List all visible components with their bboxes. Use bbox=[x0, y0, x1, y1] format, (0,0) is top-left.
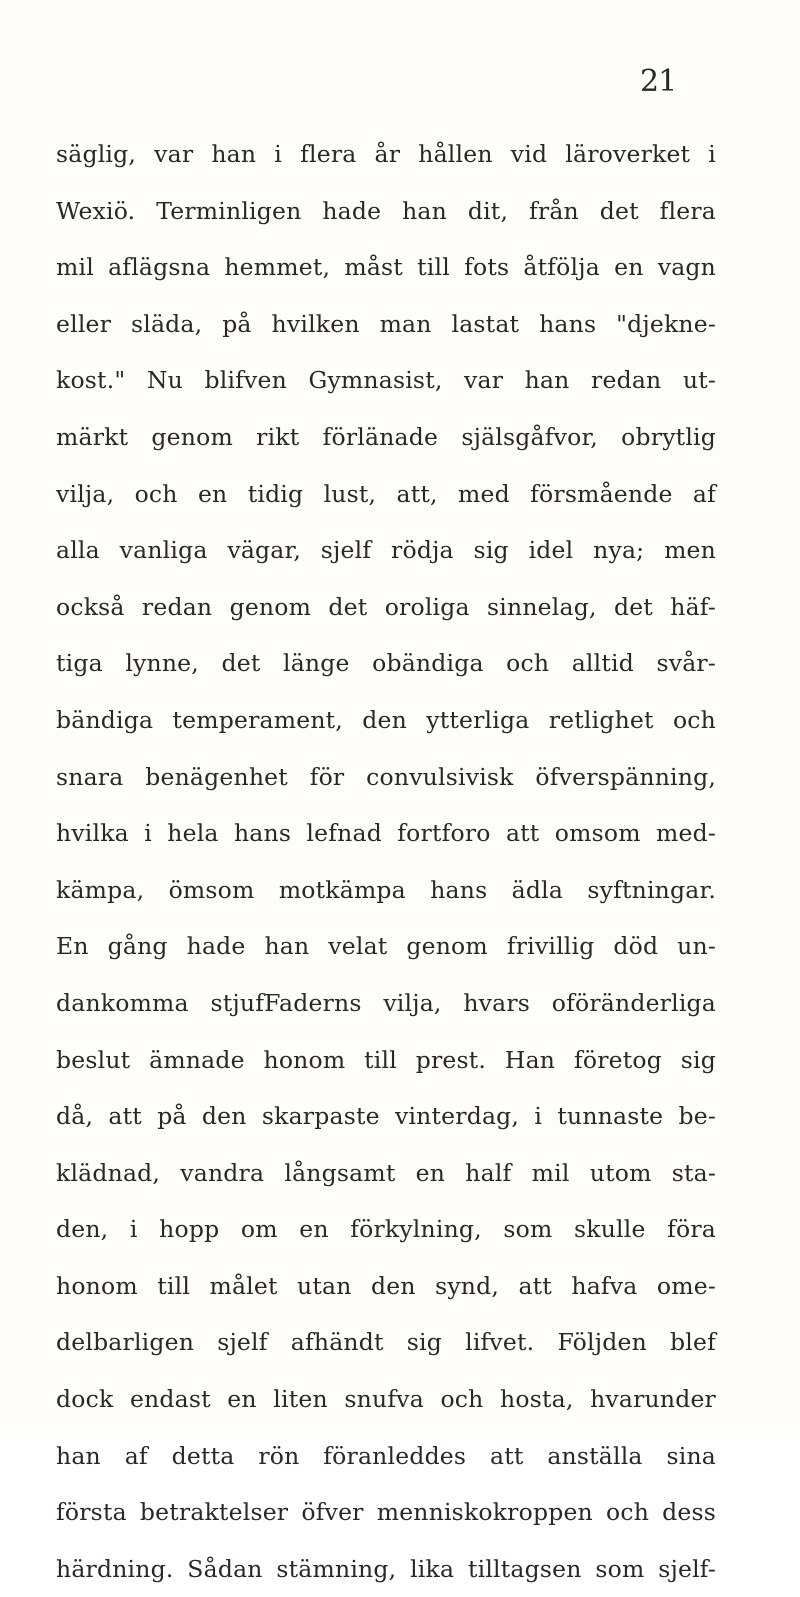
text-line: säglig, var han i flera år hållen vid läroverket i bbox=[56, 140, 716, 168]
text-line: snara benägenhet för convulsivisk öfverspänning, bbox=[56, 762, 716, 791]
text-line: beslut ämnade honom till prest. Han företog sig bbox=[56, 1045, 716, 1074]
text-line: alla vanliga vägar, sjelf rödja sig idel nya; men bbox=[56, 536, 716, 565]
text-line: tiga lynne, det länge obändiga och alltid svår- bbox=[56, 649, 716, 678]
text-line: märkt genom rikt förlänade själsgåfvor, obrytlig bbox=[56, 422, 716, 451]
text-line: En gång hade han velat genom frivillig död un- bbox=[56, 932, 716, 961]
text-line: han af detta rön föranleddes att anställa sina bbox=[56, 1441, 716, 1470]
text-line: honom till målet utan den synd, att hafva ome- bbox=[56, 1271, 716, 1300]
text-line: delbarligen sjelf afhändt sig lifvet. Följden blef bbox=[56, 1328, 716, 1357]
text-line: den, i hopp om en förkylning, som skulle föra bbox=[56, 1215, 716, 1244]
text-line: klädnad, vandra långsamt en half mil utom sta- bbox=[56, 1158, 716, 1187]
body-text bbox=[56, 126, 716, 1597]
page-number: 21 bbox=[640, 64, 677, 99]
text-line: bändiga temperament, den ytterliga retlighet och bbox=[56, 705, 716, 734]
text-line: också redan genom det oroliga sinnelag, det häf- bbox=[56, 592, 716, 621]
text-line: då, att på den skarpaste vinterdag, i tunnaste be- bbox=[56, 1102, 716, 1131]
text-line: eller släda, på hvilken man lastat hans "djekne- bbox=[56, 309, 716, 338]
text-line: kämpa, ömsom motkämpa hans ädla syftningar. bbox=[56, 875, 716, 904]
text-line: dock endast en liten snufva och hosta, hvarunder bbox=[56, 1385, 716, 1414]
text-line: första betraktelser öfver menniskokroppen och dess bbox=[56, 1498, 716, 1527]
text-line: mil aflägsna hemmet, måst till fots åtfölja en vagn bbox=[56, 253, 716, 282]
text-line: vilja, och en tidig lust, att, med försmående af bbox=[56, 479, 716, 508]
text-line: Wexiö. Terminligen hade han dit, från det flera bbox=[56, 196, 716, 225]
text-line: kost." Nu blifven Gymnasist, var han redan ut- bbox=[56, 366, 716, 395]
text-line: härdning. Sådan stämning, lika tilltagsen som sjelf- bbox=[56, 1554, 716, 1583]
text-line: hvilka i hela hans lefnad fortforo att omsom med- bbox=[56, 819, 716, 848]
text-line: dankomma stjufFaderns vilja, hvars oföränderliga bbox=[56, 988, 716, 1017]
